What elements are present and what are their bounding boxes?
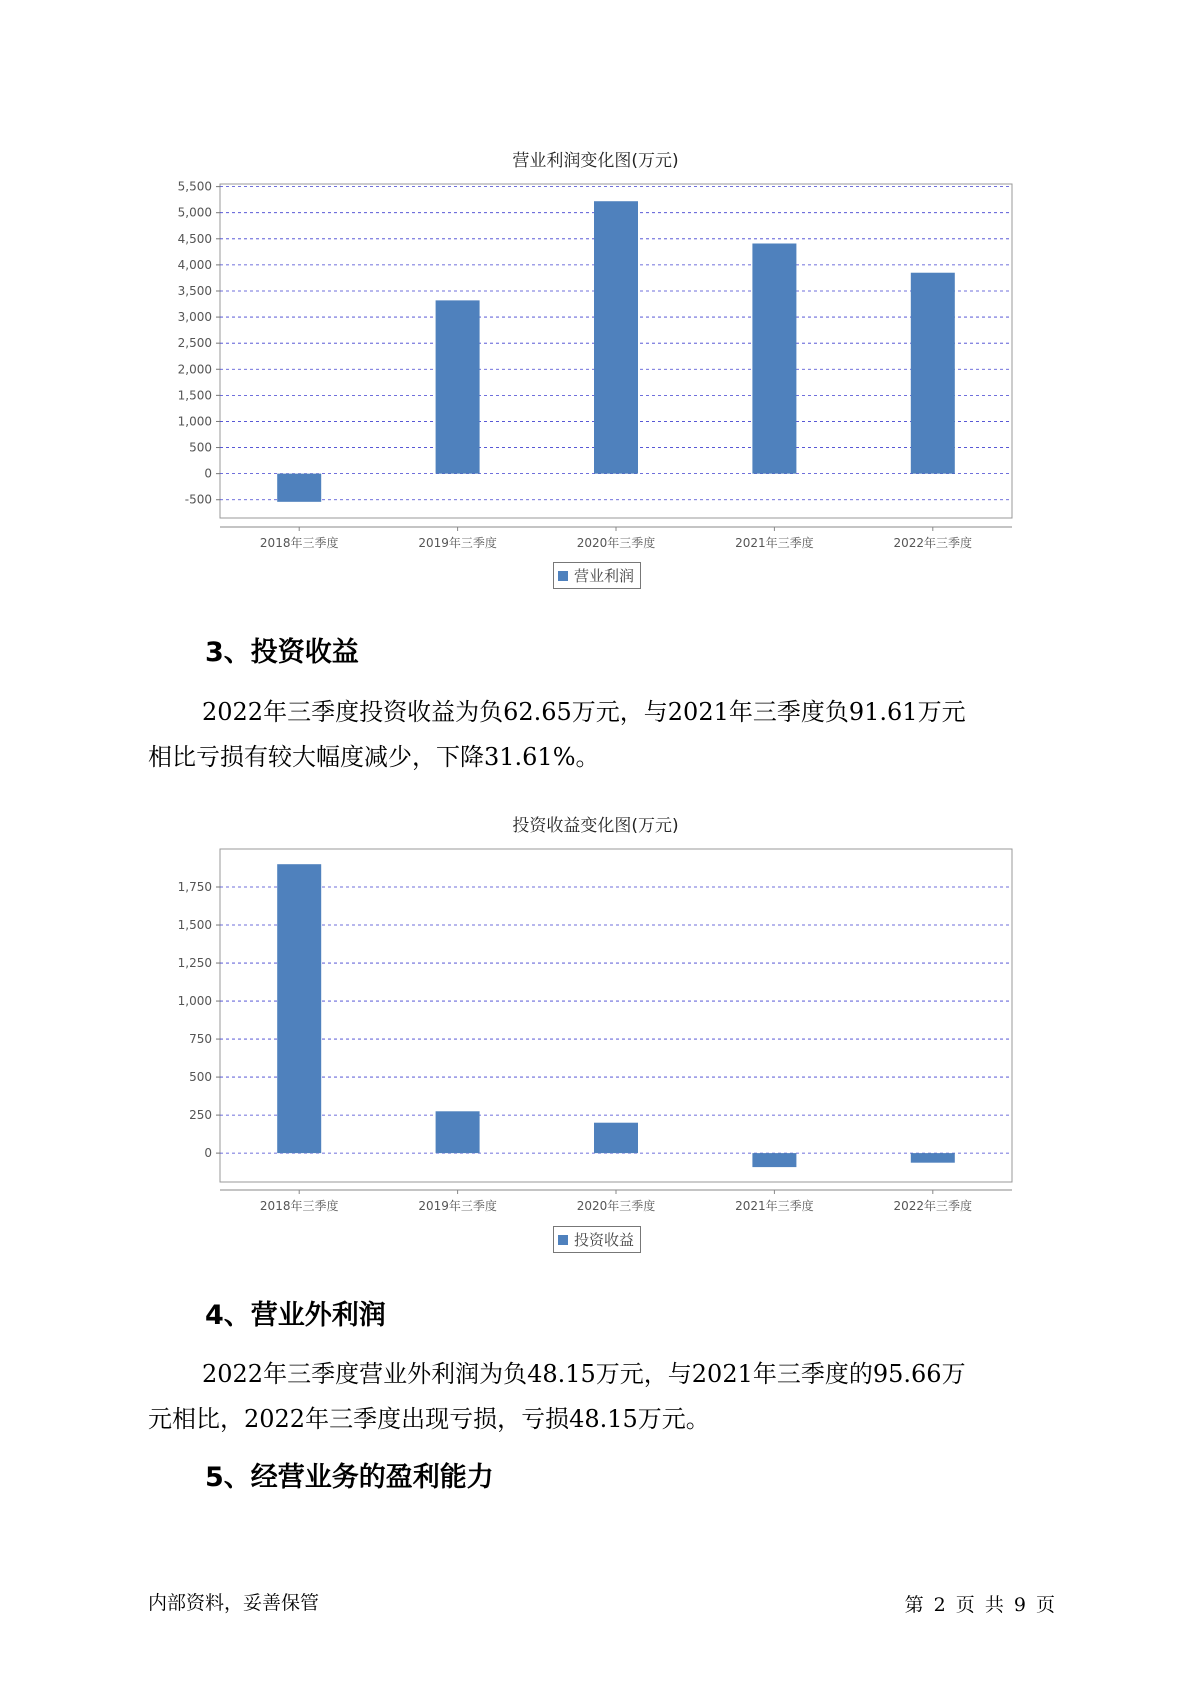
paragraph-line: 元相比，2022年三季度出现亏损，亏损48.15万元。 [148,1405,710,1433]
bar [277,864,321,1153]
chart1-legend-label: 营业利润 [574,567,635,585]
footer-page-number: 第 2 页 共 9 页 [904,1594,1055,1616]
chart1-title: 营业利润变化图(万元) [512,151,679,171]
y-tick-label: 1,000 [177,414,212,429]
x-tick-label: 2018年三季度 [259,536,339,550]
y-tick-label: 0 [204,1146,212,1161]
section5-heading: 5、经营业务的盈利能力 [205,1462,494,1493]
y-tick-label: 500 [189,1070,212,1085]
y-tick-label: 2,500 [177,336,212,351]
y-tick-label: 1,500 [177,388,212,403]
y-tick-label: -500 [184,492,212,507]
section4-paragraph [148,1352,1048,1442]
paragraph-line: 2022年三季度投资收益为负62.65万元，与2021年三季度负91.61万元 [202,698,966,726]
bar [752,1153,796,1167]
y-tick-label: 1,250 [177,956,212,971]
x-tick-label: 2022年三季度 [893,1199,973,1213]
y-tick-label: 5,000 [177,205,212,220]
x-tick-label: 2022年三季度 [893,536,973,550]
y-tick-label: 3,500 [177,283,212,298]
x-tick-label: 2021年三季度 [735,1199,814,1213]
y-tick-label: 4,000 [177,257,212,272]
legend-swatch [558,1235,568,1245]
paragraph-line: 相比亏损有较大幅度减少，下降31.61%。 [148,743,600,771]
footer-confidential-note: 内部资料，妥善保管 [148,1592,320,1614]
y-tick-label: 2,000 [177,362,212,377]
y-tick-label: 500 [189,440,212,455]
y-tick-label: 1,750 [177,880,212,895]
y-tick-label: 250 [189,1108,212,1123]
y-tick-label: 1,000 [177,994,212,1009]
y-tick-label: 5,500 [177,179,212,194]
y-tick-label: 3,000 [177,310,212,325]
paragraph-line: 2022年三季度营业外利润为负48.15万元，与2021年三季度的95.66万 [202,1360,966,1388]
y-tick-label: 1,500 [177,918,212,933]
x-tick-label: 2020年三季度 [576,536,656,550]
x-tick-label: 2021年三季度 [735,536,814,550]
bar [911,1153,955,1163]
x-tick-label: 2019年三季度 [418,536,497,550]
y-tick-label: 4,500 [177,231,212,246]
section3-heading: 3、投资收益 [205,637,359,668]
y-tick-label: 750 [189,1032,212,1047]
y-tick-label: 0 [204,466,212,481]
chart2-legend-label: 投资收益 [574,1231,635,1249]
x-tick-label: 2020年三季度 [576,1199,656,1213]
section4-heading: 4、营业外利润 [205,1300,386,1331]
chart2-title: 投资收益变化图(万元) [512,816,679,836]
chart2-legend [553,1226,641,1253]
x-tick-label: 2018年三季度 [259,1199,339,1213]
bar [436,1111,480,1153]
x-tick-label: 2019年三季度 [418,1199,497,1213]
bar [594,1123,638,1153]
